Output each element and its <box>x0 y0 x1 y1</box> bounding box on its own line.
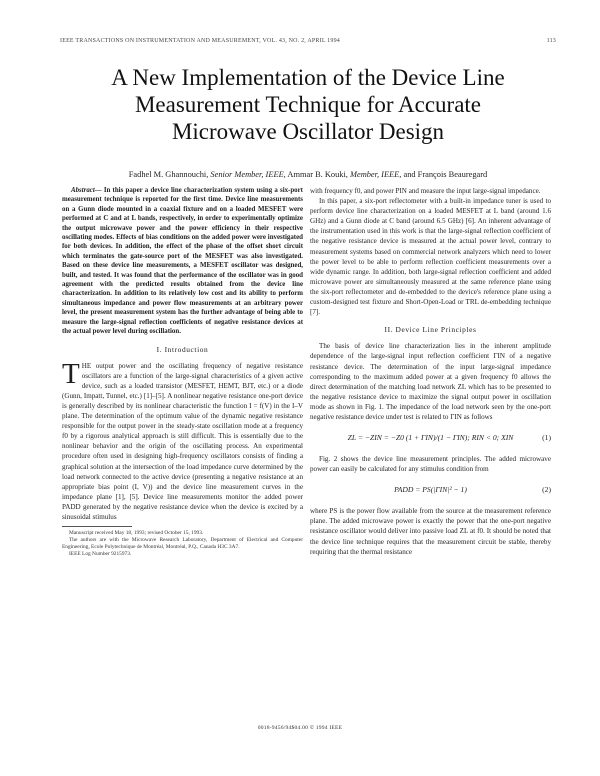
running-head <box>60 38 556 48</box>
title-line-1: A New Implementation of the Device Line <box>111 65 505 90</box>
equation-1-body: ZL = −ZIN = −Z0 (1 + ΓIN)/(1 − ΓIN); RIN < 0; XIN <box>347 433 514 443</box>
copyright-line: 0018-9456/94$04.00 © 1994 IEEE <box>257 725 343 731</box>
left-column <box>62 186 303 558</box>
footnote-log-number: IEEE Log Number 9215973. <box>69 551 132 558</box>
intro-paragraph <box>62 357 303 523</box>
title-line-3: Microwave Oscillator Design <box>171 119 445 144</box>
author-list <box>60 170 556 179</box>
abstract <box>62 186 303 337</box>
equation-2-body: PADD = PS(|ΓIN|² − 1) <box>394 485 467 495</box>
author-2: Ammar B. Kouki, <box>287 170 348 179</box>
author-1-role: Senior Member, IEEE, <box>210 170 286 179</box>
right-paragraph-1: with frequency f0, and power PIN and measure the input large-signal impedance. <box>310 187 541 195</box>
abstract-text: In this paper a device line characterization system using a six-port measurement technique is reported for the first time. Device line measurements on a Gunn diode mounted in a coaxial fixture and on a loaded MESFET were performed at C and at L bands, respectively, in order to experimentally optimize the output microwave power and the power efficiency in their respective oscillating modes. Effects of bias conditions on the added power were investigated for both devices. In addition, the effect of the phase of the offset short circuit which terminates the gate-source port of the MESFET was also investigated. Based on these device line measurements, a MESFET oscillator was designed, built, and tested. It was found that the performance of the oscillator was in good agreement with the predicted results obtained from the device line characterization. In addition to its relatively low cost and its ability to perform simultaneous impedance and power flow measurements at an arbitrary power level, the present measurement system has the further advantage of being able to measure the large-signal reflection coefficients of negative resistance devices at the actual power level during oscillation. <box>62 187 303 336</box>
author-3: and François Beauregard <box>403 170 488 179</box>
footnote-affiliation: The authors are with the Microwave Research Laboratory, Department of Electrical and Computer Engineering, Ecole Polytechnique de Montréal, Montréal, P.Q., Canada H3C 3A7. <box>62 537 303 551</box>
paper-title <box>60 64 556 145</box>
right-column <box>310 186 551 557</box>
right-paragraph-4: Fig. 2 shows the device line measurement principles. The added microwave power can easily be calculated for any stimulus condition from <box>310 455 551 474</box>
equation-2-number: (2) <box>542 485 551 495</box>
abstract-label: Abstract— <box>71 187 102 194</box>
drop-cap: T <box>62 357 80 390</box>
section-heading-principles: II. Device Line Principles <box>384 325 477 335</box>
author-2-role: Member, IEEE, <box>350 170 402 179</box>
equation-1-number: (1) <box>542 433 551 443</box>
right-paragraph-3: The basis of device line characterization lies in the inherent amplitude dependence of the large-signal input reflection coefficient ΓIN of a negative resistance device. The determination of the input large-signal impedance corresponding to the maximum added power at a given frequency f0 allows the direct determination of the matching load network ZL which has to be presented to the negative resistance device to maximize the signal output power in oscillation mode as shown in Fig. 1. The impedance of the load network seen by the one-port negative resistance device under test is related to ΓIN as follows <box>310 342 551 421</box>
right-paragraph-2: In this paper, a six-port reflectometer with a built-in impedance tuner is used to perform device line characterization on a loaded MESFET at L band (around 1.6 GHz) and a Gunn diode at C band (around 6.5 GHz) [6]. An inherent advantage of the instrumentation used in this work is that the large-signal reflection coefficient of the negative resistance device is measured at the actual power level, contrary to measurement systems based on commercial network analyzers which need to lower the power level to be able to perform reflection coefficient measurements over a wide dynamic range. In addition, both large-signal reflection coefficient and added microwave power are simultaneously measured at the same reference plane using the six-port reflectometer and de-embedded to the device's reference plane using a custom-designed test fixture and Short-Open-Load or TRL de-embedding technique [7]. <box>310 197 551 317</box>
right-paragraph-5: where PS is the power flow available from the source at the measurement reference plane. The added microwave power is exactly the power that the one-port negative resistance oscillator would deliver into passive load ZL at f0. It should be noted that the device line technique requires that the measurement circuit be stable, thereby requiring that the thermal resistance <box>310 507 551 556</box>
footnote-divider <box>62 526 132 527</box>
journal-name: IEEE TRANSACTIONS ON INSTRUMENTATION AND MEASUREMENT, VOL. 43, NO. 2, APRIL 1994 <box>60 38 340 44</box>
equation-1 <box>310 425 551 451</box>
footnote-received: Manuscript received May 18, 1993; revised October 15, 1993. <box>69 530 204 537</box>
title-line-2: Measurement Technique for Accurate <box>134 92 481 117</box>
equation-2 <box>310 477 551 503</box>
intro-text: HE output power and the oscillating frequency of negative resistance oscillators are a function of the large-signal characteristics of a given active device, such as a loaded transistor (MESFET, HEMT, BJT, etc.) or a diode (Gunn, Impatt, Tunnel, etc.) [1]–[5]. A nonlinear negative resistance one-port device is generally described by its nonlinear characteristic the function I = f(V) in the I–V plane. The determination of the optimum value of the dynamic negative resistance responsible for the output power in the steady-state oscillation mode at a frequency f0 by a rigorous analytical approach is still difficult. This is essentially due to the nonlinear behavior and the origin of the oscillating process. An experimental procedure often used in designing high-frequency oscillators consists of finding a graphical solution at the intersection of the load impedance curve determined by the load network connected to the active device (presenting a negative resistance at an appropriate bias point (I, V)) and the device line measurement curves in the impedance plane [1], [5]. Device line measurements monitor the added power PADD generated by the negative resistance device when the device is excited by a sinusoidal stimulus <box>62 361 303 521</box>
author-1: Fadhel M. Ghannouchi, <box>128 170 209 179</box>
section-heading-introduction: I. Introduction <box>156 344 209 354</box>
page-number: 113 <box>546 38 556 44</box>
